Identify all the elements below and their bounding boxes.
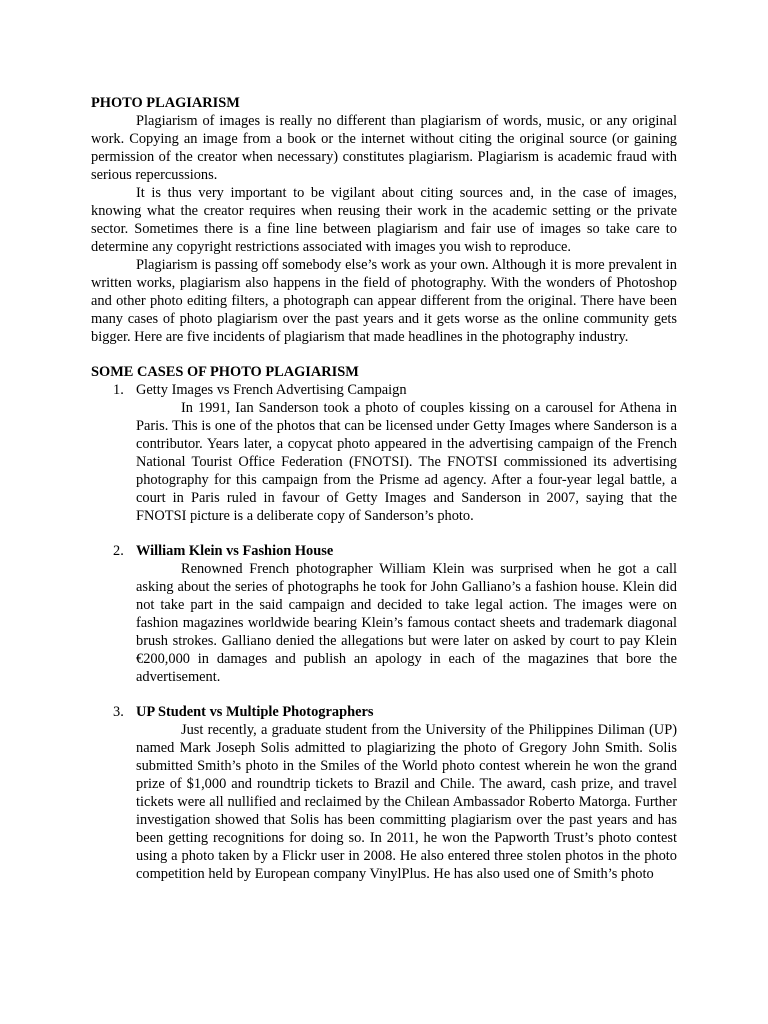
spacer	[91, 346, 677, 363]
case-title: William Klein vs Fashion House	[136, 543, 334, 559]
section-title-cases: SOME CASES OF PHOTO PLAGIARISM	[91, 364, 359, 380]
case-title: UP Student vs Multiple Photographers	[136, 704, 374, 720]
case-item-3	[91, 703, 677, 883]
case-title: Getty Images vs French Advertising Campaign	[136, 382, 407, 398]
spacer	[91, 686, 677, 703]
case-text: Renowned French photographer William Klein was surprised when he got a call asking about the series of photographs he took for John Galliano’s a fashion house. Klein did not take part in the said campaign and decided to take legal action. The images were on fashion magazines worldwide bearing Klein’s famous contact sheets and trademark diagonal brush strokes. Galliano denied the allegations but were later on asked by court to pay Klein €200,000 in damages and publish an apology in each of the magazines that bore the advertisement.	[136, 561, 677, 685]
case-number: 2.	[113, 543, 124, 559]
section-title-photo-plagiarism: PHOTO PLAGIARISM	[91, 95, 240, 111]
spacer	[91, 525, 677, 542]
intro-paragraph-2: It is thus very important to be vigilant about citing sources and, in the case of images, knowing what the creator requires when reusing their work in the academic setting or the private sector. Sometimes there is a fine line between plagiarism and fair use of images so take care to determine any copyright restrictions associated with images you wish to reproduce.	[91, 185, 677, 255]
case-item-2	[91, 542, 677, 686]
case-item-1	[91, 381, 677, 525]
intro-paragraph-1: Plagiarism of images is really no different than plagiarism of words, music, or any original work. Copying an image from a book or the internet without citing the original source (or gaining permission of the creator when necessary) constitutes plagiarism. Plagiarism is academic fraud with serious repercussions.	[91, 113, 677, 183]
case-number: 3.	[113, 704, 124, 720]
case-text: Just recently, a graduate student from the University of the Philippines Diliman (UP) named Mark Joseph Solis admitted to plagiarizing the photo of Gregory John Smith. Solis submitted Smith’s photo in the Smiles of the World photo contest wherein he won the grand prize of $1,000 and roundtrip tickets to Brazil and Chile. The award, cash prize, and travel tickets were all nullified and reclaimed by the Chilean Ambassador Roberto Matorga. Further investigation showed that Solis has been committing plagiarism over the past years and has been getting recognitions for doing so. In 2011, he won the Papworth Trust’s photo contest using a photo taken by a Flickr user in 2008. He also entered three stolen photos in the photo competition held by European company VinylPlus. He has also used one of Smith’s photo	[136, 722, 677, 882]
case-text: In 1991, Ian Sanderson took a photo of couples kissing on a carousel for Athena in Paris. This is one of the photos that can be licensed under Getty Images where Sanderson is a contributor. Years later, a copycat photo appeared in the advertising campaign of the French National Tourist Office Federation (FNOTSI). The FNOTSI commissioned its advertising photography for this campaign from the Prisme ad agency. After a four-year legal battle, a court in Paris ruled in favour of Getty Images and Sanderson in 2007, saying that the FNOTSI picture is a deliberate copy of Sanderson’s photo.	[136, 400, 677, 524]
intro-paragraph-3: Plagiarism is passing off somebody else’s work as your own. Although it is more prevalent in written works, plagiarism also happens in the field of photography. With the wonders of Photoshop and other photo editing filters, a photograph can appear different from the original. There have been many cases of photo plagiarism over the past years and it gets worse as the online community gets bigger. Here are five incidents of plagiarism that made headlines in the photography industry.	[91, 257, 677, 345]
case-number: 1.	[113, 382, 124, 398]
